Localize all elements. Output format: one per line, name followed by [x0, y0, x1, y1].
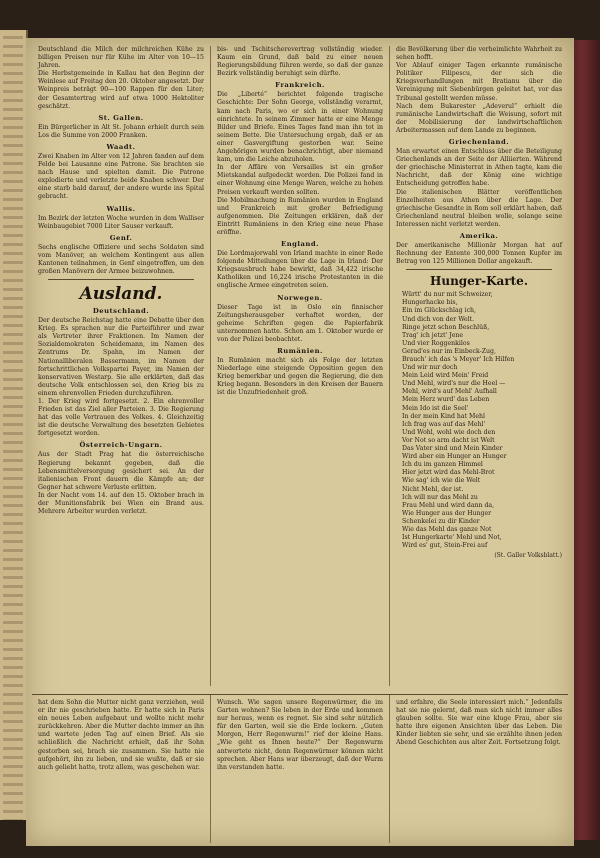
article-text: Die Herbstgemeinde in Kallau hat den Beginn der Weinlese auf Freitag den 20. Oktober angesetzt. Der Weinpreis beträgt 90—100 Rappen für den Liter; der Gesamtertrag wird auf etwa 1000 Hektoliter geschätzt. [38, 70, 204, 110]
poem-line: Wird aber ein Hunger an Hunger [402, 453, 507, 461]
section-heading: England. [281, 240, 319, 249]
poem-line: Württ' du nur mit Schweizer, [402, 291, 493, 299]
section-heading: Genf. [109, 233, 133, 242]
poem-line: Mein Herz wurd' das Leben [402, 396, 490, 404]
feuilleton-section [32, 694, 568, 843]
poem-line: Gerad'es nur im Einbeck-Zug, [402, 347, 496, 355]
book-spine [570, 40, 600, 840]
article-text: Man erwartet einen Entschluss über die Beteiligung Griechenlands an der Seite der Alliierten. Während der griechische Ministerrat in Athen tagte, kam die Nachricht, daß der König eine wichtige Entscheidung getroffen habe. [396, 148, 562, 188]
main-columns [32, 46, 568, 686]
poem-line: Ich frag was auf das Mehl' [402, 420, 486, 428]
poem-line: Mein Ido ist die Seel' [402, 404, 469, 412]
section-heading: Wallis. [106, 204, 136, 213]
poem-line: Hungerhacke bis, [402, 299, 458, 307]
column-1 [32, 46, 211, 686]
article-text: Der deutsche Reichstag hatte eine Debatte über den Krieg. Es sprachen nur die Parteiführer und zwar als Vertreter ihrer Fraktionen. Im Namen der Sozialdemokraten Scheidemann, im Namen des Zentrums Dr. Spahn, im Namen der Nationalliberalen Bassermann, im Namen der fortschrittlichen Volkspartei Payer, im Namen der konservativen Westarp. Sie alle erklärten, daß das deutsche Volk entschlossen sei, den Krieg bis zu einem ehrenvollen Frieden durchzuführen. [38, 317, 204, 397]
poem-line: Und Wohl, wohl wie doch den [402, 428, 496, 436]
article-text: bis- und Tschitscherevertrag vollständig wieder. Kaum ein Grund, daß bald zu einer neuen Regierungsbildung führen werde, so daß der ganze Bezirk vollständig beruhigt sein dürfte. [217, 46, 383, 78]
poem-line: Mein Leid wird Mein' Freid [402, 372, 489, 380]
section-title-ausland: Ausland. [79, 284, 163, 305]
poem-line: Trag' ich jetzt' Jene [402, 331, 464, 339]
poem-line: Und Mehl, wird's nur die Heel — [402, 380, 506, 388]
poem-line: Nicht Mehl, der ist. [402, 485, 464, 493]
divider [406, 269, 552, 270]
poem-body [396, 291, 562, 550]
article-text: Nach dem Bukarester „Adeverul“ erhielt die rumänische Landwirtschaft die Weisung, sofort mit der Mobilisierung der landwirtschaftlichen Arbeitermassen auf dem Lande zu beginnen. [396, 102, 562, 134]
poem-line: Ich will nur das Mehl zu [402, 493, 478, 501]
section-heading: Waadt. [106, 142, 136, 151]
poem-line: Ein im Glückschlag ich, [402, 307, 476, 315]
section-heading: Frankreich. [275, 81, 325, 90]
poem-line: Frau Mehl und wird dann da, [402, 501, 495, 509]
feuilleton-text: hat dem Sohn die Mutter nicht ganz verziehen, weil er ihr nie geschrieben hatte. Er hatte sich in Paris ein neues Leben aufgebaut und wollte nicht mehr zurückkehren. Aber die Mutter dachte immer an ihn und wartete jeden Tag auf einen Brief. Als sie schließlich die Nachricht erhielt, daß ihr Sohn gestorben sei, brach sie zusammen. Sie hatte nie aufgehört, ihn zu lieben, und sie wußte, daß er sie auch geliebt hatte, trotz allem, was geschehen war. [38, 699, 204, 771]
section-heading: Griechenland. [448, 138, 510, 147]
article-text: Der amerikanische Millionär Morgan hat auf Rechnung der Entente 300,000 Tonnen Kupfer im Betrag von 125 Millionen Dollar angekauft. [396, 241, 562, 266]
feuilleton-text: Wunsch. Wie sagen unsere Regenwürmer, die im Garten wohnen? Sie leben in der Erde und kommen nur heraus, wenn es regnet. Sie sind sehr nützlich für den Garten, weil sie die Erde lockern. „Guten Morgen, Herr Regenwurm!“ rief der kleine Hans. „Wie geht es Ihnen heute?“ Der Regenwurm antwortete nicht, denn Regenwürmer können nicht sprechen. Aber Hans war überzeugt, daß der Wurm ihn verstanden hatte. [217, 699, 383, 771]
article-text: Die Lordmajorwahl von Irland machte in einer Rede folgende Mitteilungen über die Lage in Irland: Der Kriegsausbruch habe bewirkt, daß 34,422 irische Katholiken und 16,224 irische Protestanten in die englische Armee eingetreten seien. [217, 250, 383, 290]
feuilleton-column-1 [32, 695, 211, 843]
poem-line: Und vier Roggenkilos [402, 339, 470, 347]
poem-line: In der mein Kind hat Mehl [402, 412, 486, 420]
poem-line: Brauch' ich das 's Meyer' Ich Hilfen [402, 356, 515, 363]
poem-line: Wie Hunger aus der Hunger [402, 509, 492, 517]
article-text: In Rumänien macht sich als Folge der letzten Niederlage eine steigende Opposition gegen den Krieg bemerkbar und gegen die Regierung, die den Krieg begann. Besonders in den Kreisen der Bauern ist die Unzufriedenheit groß. [217, 357, 383, 397]
article-text: Die italienischen Blätter veröffentlichen Einzelheiten aus Athen über die Lage. Der griechische Gesandte in Rom soll erklärt haben, daß Griechenland neutral bleiben wolle, solange seine Interessen nicht verletzt werden. [396, 188, 562, 228]
adjacent-page-edge [0, 30, 28, 820]
article-text: Die Mobilmachung in Rumänien wurden in England und Frankreich mit großer Befriedigung aufgenommen. Die Zeitungen erklären, daß der Eintritt Rumäniens in den Krieg eine neue Phase eröffne. [217, 196, 383, 236]
article-text: die Bevölkerung über die verheimlichte Wahrheit zu sehen hofft. [396, 46, 562, 62]
feuilleton-column-2 [211, 695, 390, 843]
article-text: In der Nacht vom 14. auf den 15. Oktober brach in der Munitionsfabrik bei Wien ein Brand aus. Mehrere Arbeiter wurden verletzt. [38, 491, 204, 516]
poem-line: Und dich von der Welt. [402, 315, 475, 323]
poem-source: (St. Galler Volksblatt.) [494, 552, 562, 560]
newspaper-page [26, 38, 574, 846]
poem-line: Hier jetzt wird das Mehl-Brot [402, 469, 495, 477]
poem-title: Hunger-Karte. [430, 274, 528, 289]
feuilleton-column-3 [390, 695, 568, 843]
poem-line: Das Vater sind und Mein Kinder [402, 445, 503, 453]
section-heading: St. Gallen. [98, 113, 144, 122]
divider [48, 279, 194, 280]
poem-line: Wird es' gut, Stein-Frei auf [402, 542, 488, 550]
poem-line: Wie das Mehl das ganze Not [402, 525, 492, 533]
poem-line: Vor Not so arm dacht ist Welt [402, 436, 495, 444]
article-text: Ein Bürgerlicher in Alt St. Johann erhielt durch sein Los die Summe von 2000 Franken. [38, 123, 204, 139]
section-heading: Rumänien. [277, 347, 323, 355]
poem-line: Wie sag' ich wie die Welt [402, 477, 481, 485]
poem-line: Ich du im ganzen Himmel [402, 461, 483, 469]
column-2 [211, 46, 390, 686]
poem-line: Und wir nur doch [402, 364, 458, 372]
column-3 [390, 46, 568, 686]
article-text: Dieser Tage ist in Oslo ein finnischer Zeitungsherausgeber verhaftet worden, der geheime Schriften gegen die Papierfabrik unternommen hatte. Schon am 1. Oktober wurde er von der Polizei beobachtet. [217, 303, 383, 343]
article-text: 1. Der Krieg wird fortgesetzt. 2. Ein ehrenvoller Frieden ist das Ziel aller Parteien. 3. Die Regierung hat das volle Vertrauen des Volkes. 4. Gleichzeitig ist die deutsche Verwaltung des besetzten Gebietes fortgesetzt worden. [38, 398, 204, 438]
section-heading: Deutschland. [92, 307, 150, 316]
section-heading: Amerika. [459, 231, 499, 240]
poem-line: Ist Hungerkarte' Mehl und Not, [402, 534, 502, 542]
feuilleton-text: und erfahre, die Seele interessiert mich.“ Jedenfalls hat sie nie gelernt, daß man sich nicht immer alles glauben sollte. Sie war eine kluge Frau, aber sie hatte ihre eigenen Ansichten über das Leben. Die Kinder liebten sie sehr, und sie erzählte ihnen jeden Abend Geschichten aus alter Zeit. Fortsetzung folgt. [396, 699, 562, 747]
poem-line: Mehl, wird's auf Mehl' Aufhall [402, 388, 497, 396]
article-text: Zwei Knaben im Alter von 12 Jahren fanden auf dem Felde bei Lausanne eine Patrone. Sie brachten sie nach Hause und spielten damit. Die Patrone explodierte und verletzte beide Knaben schwer. Der eine starb bald darauf, der andere wurde ins Spital gebracht. [38, 152, 204, 201]
article-text: Im Bezirk der letzten Woche wurden in dem Walliser Weinbaugebiet 7000 Liter Sauser verkauft. [38, 214, 204, 230]
poem-line: Schenkelei zu dir Kinder [402, 517, 480, 525]
poem-line: Ringe jetzt schon Beschlüß, [402, 323, 490, 331]
article-text: Sechs englische Offiziere und sechs Soldaten sind vom Manöver, an welchem Kontingent aus allen Kantonen teilnahmen, in Genf eingetroffen, um den großen Manövern der Armee beizuwohnen. [38, 243, 204, 275]
article-text: Vor Ablauf einiger Tagen erkannte rumänische Politiker Filipescu, der sich die Kriegsverhandlungen mit Bratianu über die Vereinigung mit Siebenbürgen geleitet hat, vor das Tribunal gestellt werden müsse. [396, 62, 562, 102]
article-text: Die „Liberté“ berichtet folgende tragische Geschichte: Der Sohn George, vollständig verarmt, kam nach Paris, wo er sich in einer Wohnung einrichtete. In seinem Zimmer hatte er eine Menge Bilder und Briefe. Eines Tages fand man ihn tot in seinem Bette. Die Untersuchung ergab, daß er an einer Gasvergiftung gestorben war. Seine Angehörigen wurden benachrichtigt, aber niemand kam, um die Leiche abzuholen. [217, 91, 383, 164]
section-heading: Österreich-Ungarn. [79, 441, 163, 450]
section-heading: Norwegen. [277, 293, 323, 302]
article-text: In der Affäre von Versailles ist ein großer Mietskandal aufgedeckt worden. Die Polizei fand in einer Wohnung eine Menge Waren, welche zu hohen Preisen verkauft werden sollten. [217, 164, 383, 196]
article-text: Aus der Stadt Prag hat die österreichische Regierung bekannt gegeben, daß die Lebensmittelversorgung gesichert sei. An der italienischen Front dauern die Kämpfe an; der Gegner hat schwere Verluste erlitten. [38, 451, 204, 491]
article-text: Deutschland die Milch der milchreichen Kühe zu billigen Preisen nur für Kühe im Alter von 10—15 Jahren. [38, 46, 204, 70]
